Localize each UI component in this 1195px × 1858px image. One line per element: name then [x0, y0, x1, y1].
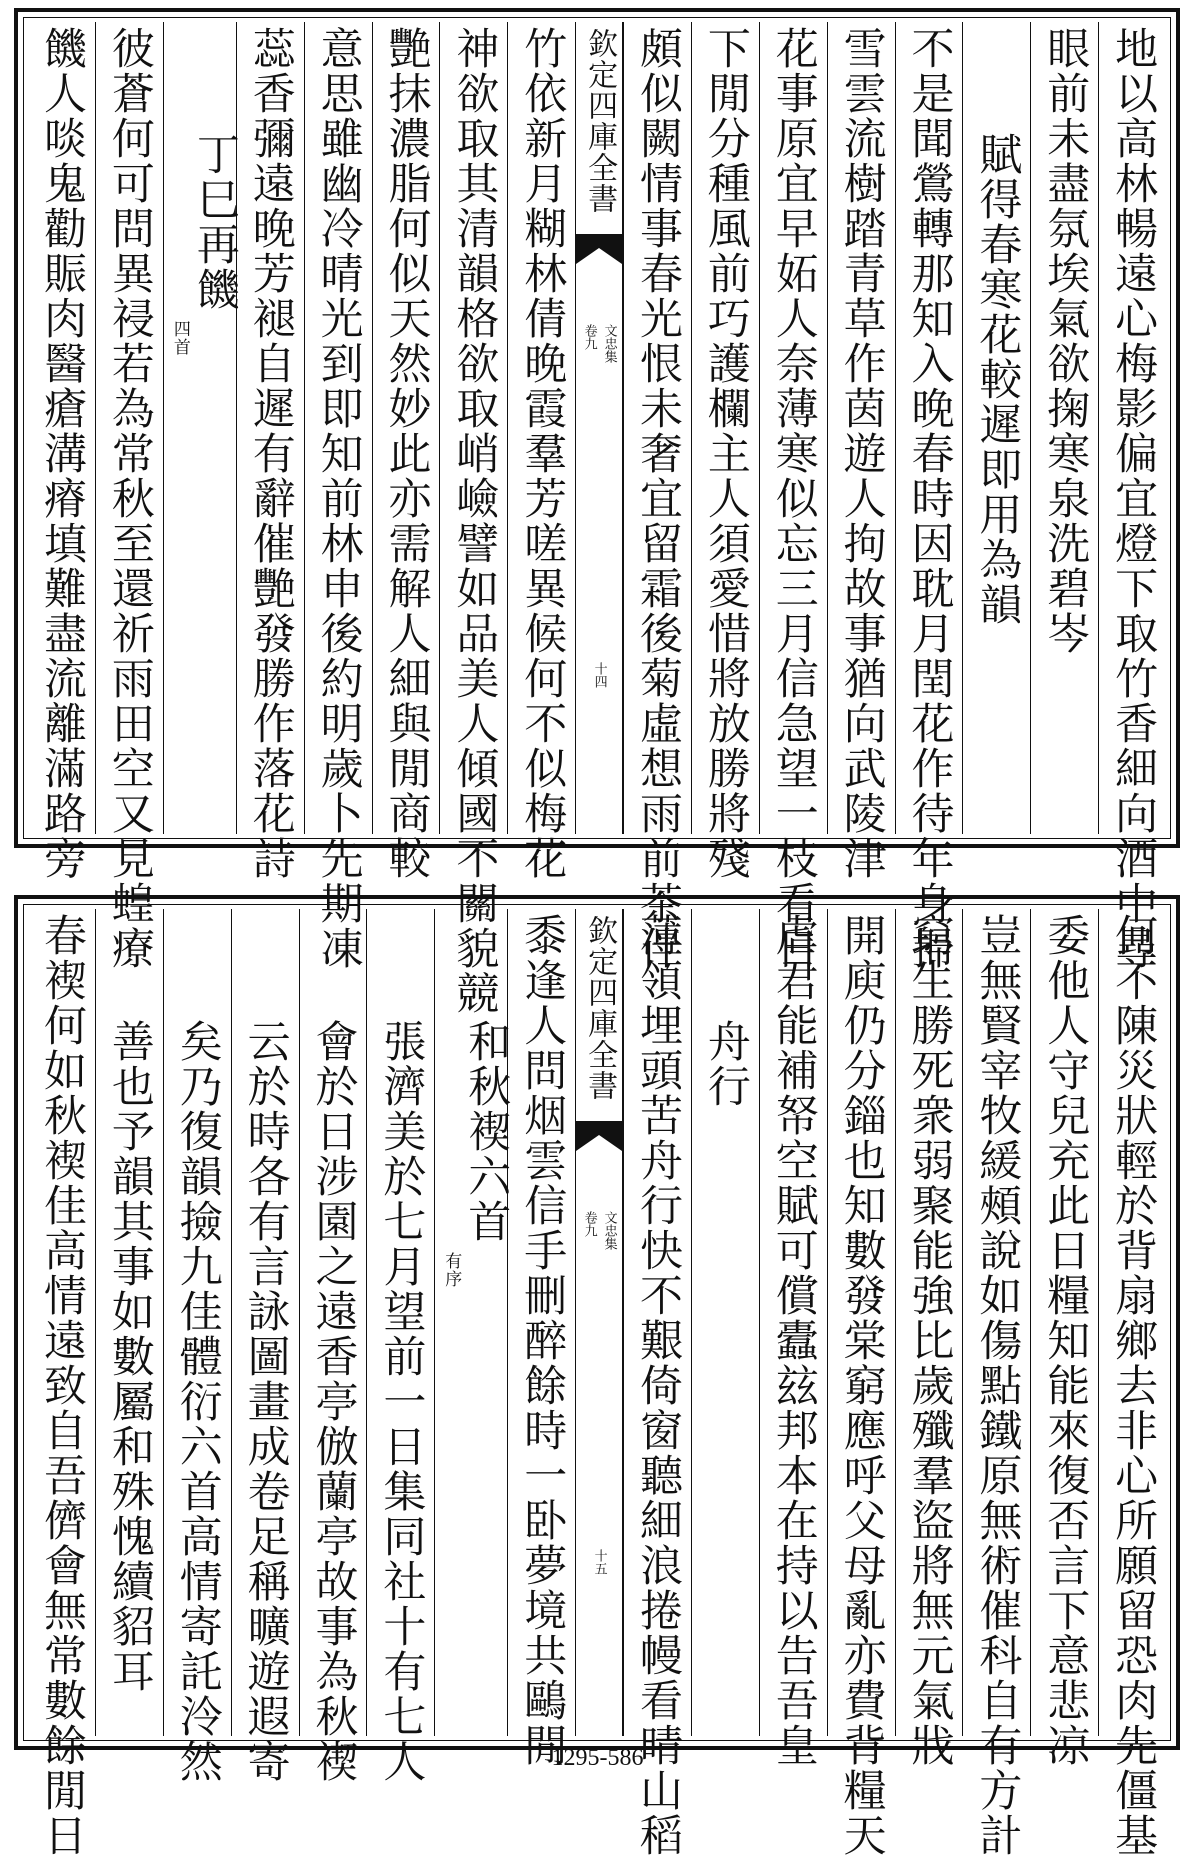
text-column: [28, 909, 95, 1858]
column-text: 薄領埋頭苦舟行快不艱倚窗聽細浪捲幔看晴山稻: [633, 913, 684, 1858]
text-column: [1098, 909, 1166, 1858]
text-column: [507, 22, 575, 881]
text-column: [759, 22, 827, 971]
text-column: [623, 909, 691, 1858]
column-text: 丁巳再饑: [189, 132, 240, 312]
text-column: [827, 22, 895, 881]
column-text: 竹依新月糊林倩晚霞羣芳嗟異候何不似梅花: [517, 26, 568, 881]
column-text: 開庾仍分錙也知數發棠窮應呼父母亂亦費背糧天: [836, 913, 887, 1858]
column-text: 和秋褉六首: [461, 1019, 512, 1244]
text-column: [304, 22, 372, 971]
column-content: [164, 22, 240, 834]
folio-number: 十四: [591, 662, 607, 688]
column-text: 神欲取其清韻格欲取峭嶮譬如品美人傾國不關貌競: [449, 26, 500, 1016]
column-text: 賦得春寒花較遲即用為韻: [972, 132, 1023, 627]
annotation-note: 四首: [169, 320, 190, 356]
column-content: [836, 909, 887, 1858]
column-text: 雪雲流樹踏青草作茵遊人拘故事猶向武陵津: [836, 26, 887, 881]
column-content: [245, 22, 296, 881]
fish-tail-mark-icon: [576, 234, 622, 268]
column-text: 蕊香彌遠晚芳褪自遲有辭催艷發勝作落花詩: [245, 26, 296, 881]
center-band: [575, 22, 623, 834]
column-content: [37, 22, 88, 881]
column-text: 下閒分種風前巧護欄主人須愛惜將放勝將殘: [700, 26, 751, 881]
text-column: [691, 909, 759, 1736]
text-column: [28, 22, 95, 881]
column-content: [700, 909, 751, 1736]
column-text: 云於時各有言詠圖畫成卷足稱曠遊遐寄: [240, 1019, 291, 1784]
text-column: [95, 22, 163, 971]
band-source-line: 文忠集: [601, 1211, 617, 1250]
column-text: 艷抹濃脂何似天然妙此亦需解人細與閒商較: [381, 26, 432, 881]
text-column: [962, 909, 1030, 1858]
text-column: [231, 909, 299, 1784]
column-text: 善也予韻其事如數屬和殊愧續貂耳: [104, 1019, 155, 1694]
column-text: 不是聞鶯轉那知入晚春時因耽月閏花作待年身掃: [904, 26, 955, 971]
text-column: [962, 22, 1030, 834]
column-text: 彼蒼何可問異祲若為常秋至還祈雨田空又見蝗療: [104, 26, 155, 971]
column-content: [972, 909, 1023, 1858]
column-content: [240, 909, 291, 1784]
page-reference-number: 1295-586: [551, 1745, 644, 1771]
column-content: [768, 22, 819, 971]
annotation-note: 有序: [441, 1252, 462, 1288]
band-source: [580, 1211, 619, 1250]
column-content: [104, 909, 155, 1736]
band-title: 欽定四庫全書: [582, 28, 618, 214]
text-column: [434, 909, 512, 1736]
text-column: [1030, 22, 1098, 834]
text-column: [623, 22, 691, 971]
band-title: 欽定四庫全書: [582, 915, 618, 1101]
text-column: [759, 909, 827, 1768]
column-text: 虐君能補帑空賦可償蠹玆邦本在持以告吾皇: [768, 913, 819, 1768]
center-band: [575, 909, 623, 1736]
band-source-line: 卷九: [581, 1211, 597, 1237]
column-text: 窮生勝死衆弱聚能強比歲殲羣盜將無元氣戕: [904, 913, 955, 1768]
column-text: 矣乃復韻撿九佳體衍六首高情寄託泠然: [172, 1019, 223, 1784]
column-content: [104, 22, 155, 971]
folio-number: 十五: [591, 1549, 607, 1575]
text-column: [1098, 22, 1166, 971]
column-content: [517, 909, 568, 1768]
column-content: [308, 909, 359, 1784]
column-text: 黍逢人問烟雲信手刪醉餘時一卧夢境共鷗閒: [517, 913, 568, 1768]
text-column: [895, 909, 963, 1768]
column-text: 春褉何如秋褉佳高情遠致自吾儕會無常數餘閒日: [37, 913, 88, 1858]
column-content: [37, 909, 88, 1858]
column-text: 地以高林暢遠心梅影偏宜燈下取竹香細向酒中尋: [1108, 26, 1159, 971]
column-content: [313, 22, 364, 971]
column-content: [1108, 22, 1159, 971]
column-content: [376, 909, 427, 1784]
band-source-line: 文忠集: [601, 324, 617, 363]
text-column: [507, 909, 575, 1768]
fish-tail-mark-icon: [576, 1121, 622, 1155]
text-column: [1030, 909, 1098, 1768]
column-content: [836, 22, 887, 881]
column-text: 會於日涉園之遠香亭倣蘭亭故事為秋褉: [308, 1019, 359, 1784]
column-content: [517, 22, 568, 881]
column-content: [633, 22, 684, 971]
text-column: [236, 22, 304, 881]
column-content: [904, 909, 955, 1768]
column-content: [381, 22, 432, 881]
text-column: [691, 22, 759, 881]
text-column: [95, 909, 163, 1736]
column-content: [1040, 22, 1091, 834]
top-page-frame: [14, 8, 1180, 1016]
column-text: 張濟美於七月望前一日集同社十有七人: [376, 1019, 427, 1784]
text-column: [299, 909, 367, 1784]
text-column: [827, 909, 895, 1858]
column-content: [435, 909, 512, 1736]
column-text: 舟行: [700, 1019, 751, 1109]
column-text: 饑人啖鬼勸賑肉醫瘡溝瘠填難盡流離滿路旁: [37, 26, 88, 881]
text-column: [163, 22, 240, 834]
column-text: 頗似闕情事春光恨未奢宜留霜後菊虛想雨前茶伴: [633, 26, 684, 971]
column-content: [972, 22, 1023, 834]
text-column: [439, 22, 507, 1016]
column-content: [449, 22, 500, 1016]
column-text: 委他人守兒充此日糧知能來復否言下意悲凉: [1040, 913, 1091, 1768]
text-column: [372, 22, 440, 881]
column-text: 意思雖幽冷晴光到即知前林申後約明歲卜先期凍: [313, 26, 364, 971]
column-content: [1108, 909, 1159, 1858]
column-text: 花事原宜早妬人奈薄寒似忘三月信急望一枝看日: [768, 26, 819, 971]
column-text: 眼前未盡氛埃氣欲掬寒泉洗碧岑: [1040, 26, 1091, 656]
text-column: [366, 909, 434, 1784]
column-content: [768, 909, 819, 1768]
text-column: [895, 22, 963, 971]
column-content: [633, 909, 684, 1858]
column-content: [700, 22, 751, 881]
column-content: [904, 22, 955, 971]
band-source: [580, 324, 619, 363]
top-page-columns: [28, 22, 1166, 1016]
column-content: [1040, 909, 1091, 1768]
column-text: 豈無賢宰牧緩頰說如傷點鐵原無術催科自有方計: [972, 913, 1023, 1858]
column-content: [172, 909, 223, 1784]
column-text: 何不陳災狀輕於背扇鄉去非心所願留恐肉先僵基: [1108, 913, 1159, 1858]
band-source-line: 卷九: [581, 324, 597, 350]
text-column: [163, 909, 231, 1784]
